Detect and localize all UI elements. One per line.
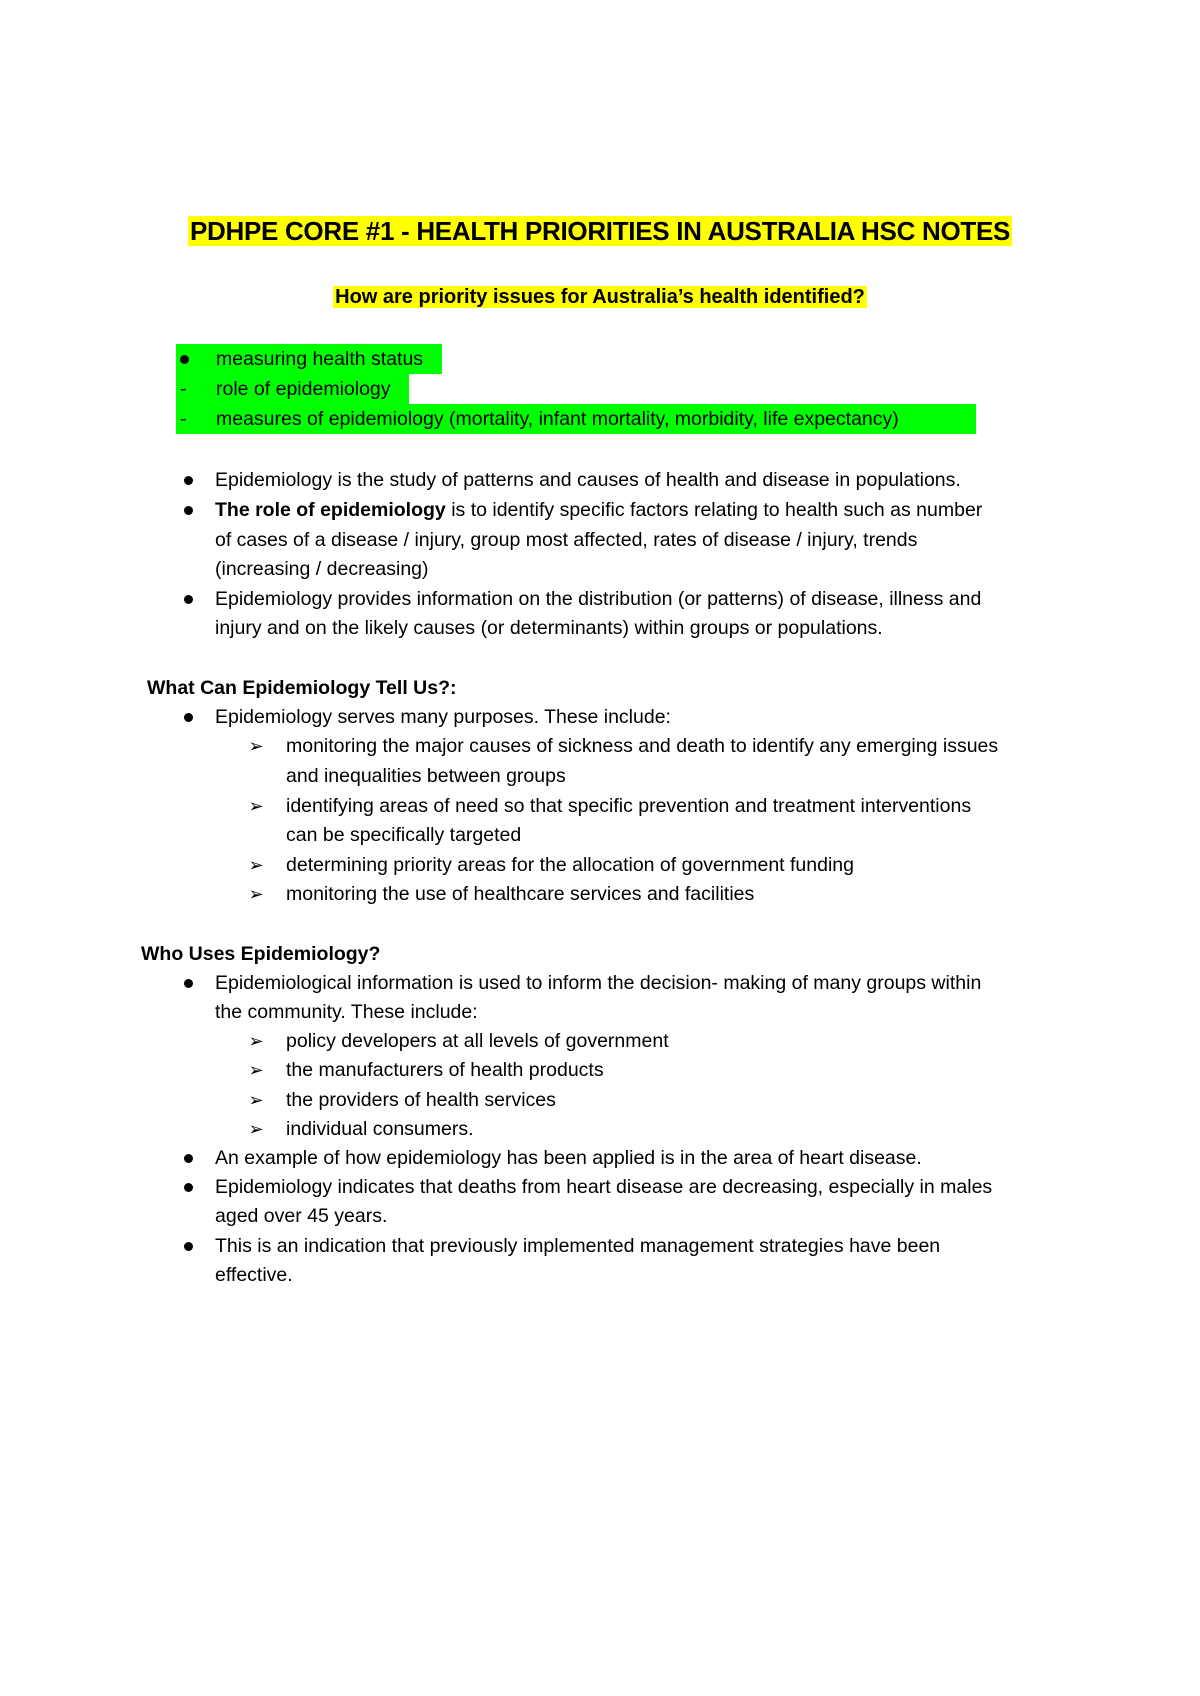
topic-item	[176, 374, 409, 404]
bullet-text: Epidemiology provides information on the distribution (or patterns) of disease, illness and	[215, 588, 982, 610]
arrow-bullet-icon: ➢	[248, 855, 264, 875]
page-title	[0, 214, 1200, 248]
topic-item	[176, 404, 976, 434]
topic-text: role of epidemiology	[216, 378, 391, 400]
sub-item-text-continued: and inequalities between groups	[286, 765, 566, 787]
sub-item-text: identifying areas of need so that specific prevention and treatment interventions	[286, 795, 972, 817]
sub-item-text: individual consumers.	[286, 1118, 474, 1140]
topic-item	[176, 344, 442, 374]
dash-marker: -	[180, 408, 187, 430]
bullet-icon	[178, 1232, 198, 1260]
bullet-text-continued: the community. These include:	[215, 1001, 478, 1023]
bullet-text: This is an indication that previously implemented management strategies have been	[215, 1235, 941, 1257]
section-heading: Who Uses Epidemiology?	[141, 943, 381, 965]
bullet-text-continued: of cases of a disease / injury, group most affected, rates of disease / injury, trends	[215, 529, 918, 551]
arrow-bullet-icon: ➢	[248, 1031, 264, 1051]
bullet-icon	[178, 1144, 198, 1172]
sub-item-text: the manufacturers of health products	[286, 1059, 604, 1081]
bullet-icon	[178, 1173, 198, 1201]
arrow-bullet-icon: ➢	[248, 736, 264, 756]
bullet-text-continued: injury and on the likely causes (or determinants) within groups or populations.	[215, 617, 883, 639]
bullet-icon	[176, 344, 216, 374]
bullet-text: Epidemiology indicates that deaths from heart disease are decreasing, especially in males	[215, 1176, 993, 1198]
bullet-text	[215, 496, 982, 524]
sub-item-text: monitoring the major causes of sickness and death to identify any emerging issues	[286, 735, 999, 757]
bullet-icon	[178, 585, 198, 613]
bullet-text: Epidemiology serves many purposes. These include:	[215, 706, 671, 728]
section-heading: What Can Epidemiology Tell Us?:	[147, 677, 457, 699]
bullet-text-continued: (increasing / decreasing)	[215, 558, 429, 580]
subtitle-text: How are priority issues for Australia’s health identified?	[335, 286, 865, 308]
arrow-bullet-icon: ➢	[248, 1119, 264, 1139]
arrow-bullet-icon: ➢	[248, 1090, 264, 1110]
bullet-icon	[178, 496, 198, 524]
bold-lead: The role of epidemiology	[215, 499, 446, 521]
bullet-text: An example of how epidemiology has been applied is in the area of heart disease.	[215, 1147, 922, 1169]
sub-item-text-continued: can be specifically targeted	[286, 824, 522, 846]
bullet-text-rest: is to identify specific factors relating to health such as number	[445, 499, 983, 521]
sub-item-text: the providers of health services	[286, 1089, 556, 1111]
bullet-text: Epidemiological information is used to inform the decision- making of many groups within	[215, 972, 982, 994]
arrow-bullet-icon: ➢	[248, 884, 264, 904]
dash-marker: -	[180, 378, 187, 400]
topic-text: measures of epidemiology (mortality, infant mortality, morbidity, life expectancy)	[216, 408, 899, 430]
bullet-text-continued: aged over 45 years.	[215, 1205, 388, 1227]
arrow-bullet-icon: ➢	[248, 1060, 264, 1080]
bullet-icon	[178, 969, 198, 997]
bullet-icon	[178, 466, 198, 494]
bullet-text: Epidemiology is the study of patterns and causes of health and disease in populations.	[215, 469, 961, 491]
sub-item-text: determining priority areas for the allocation of government funding	[286, 854, 854, 876]
highlighted-topic-list	[176, 344, 976, 434]
topic-text: measuring health status	[216, 348, 424, 370]
page-subtitle	[0, 283, 1200, 311]
title-text: PDHPE CORE #1 - HEALTH PRIORITIES IN AUSTRALIA HSC NOTES	[189, 216, 1011, 246]
arrow-bullet-icon: ➢	[248, 796, 264, 816]
bullet-text-continued: effective.	[215, 1264, 293, 1286]
bullet-icon	[178, 703, 198, 731]
sub-item-text: policy developers at all levels of government	[286, 1030, 669, 1052]
sub-item-text: monitoring the use of healthcare services and facilities	[286, 883, 755, 905]
